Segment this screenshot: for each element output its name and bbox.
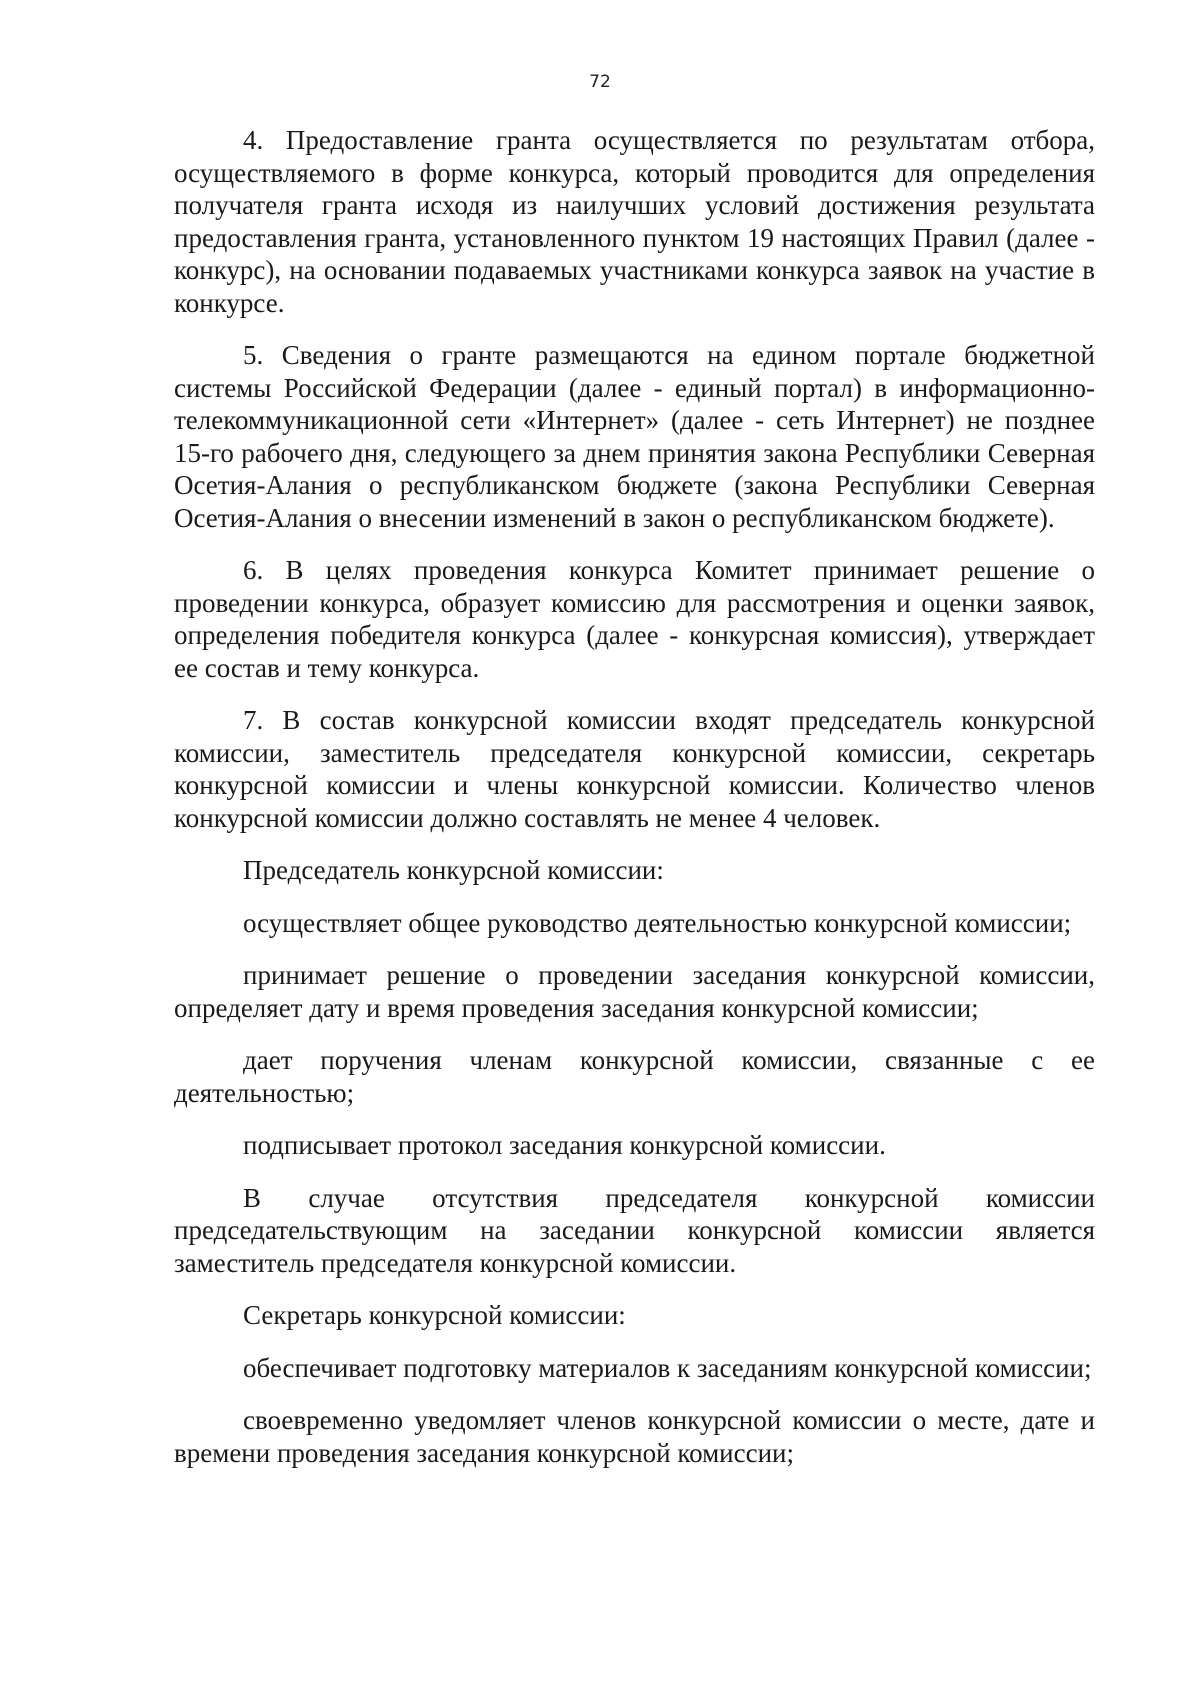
paragraph-5-grant-information: 5. Сведения о гранте размещаются на едином портале бюджетной системы Российской Федерации (далее - единый портал) в информационно-телекоммуникационной сети «Интернет» (далее - сеть Интернет) не позднее 15-го рабочего дня, следующего за днем принятия закона Республики Северная Осетия-Алания о республиканском бюджете (закона Республики Северная Осетия-Алания о внесении изменений в закон о республиканском бюджете).	[174, 340, 1095, 533]
paragraph-chairman-duty-4: подписывает протокол заседания конкурсной комиссии.	[243, 1130, 886, 1160]
paragraph-6-competition-conduct: 6. В целях проведения конкурса Комитет принимает решение о проведении конкурса, образует комиссию для рассмотрения и оценки заявок, определения победителя конкурса (далее - конкурсная комиссия), утверждает ее состав и тему конкурса.	[174, 555, 1095, 683]
paragraph-chairman-duty-1: осуществляет общее руководство деятельностью конкурсной комиссии;	[243, 907, 1072, 938]
paragraph-chairman-absence: В случае отсутствия председателя конкурсной комиссии председательствующим на заседании конкурсной комиссии является заместитель председателя конкурсной комиссии.	[174, 1182, 1095, 1278]
paragraph-secretary-duty-2: своевременно уведомляет членов конкурсной комиссии о месте, дате и времени проведения заседания конкурсной комиссии;	[174, 1405, 1095, 1468]
paragraph-chairman-duty-3: дает поручения членам конкурсной комиссии, связанные с ее деятельностью;	[174, 1045, 1095, 1108]
paragraph-7-commission-composition: 7. В состав конкурсной комиссии входят председатель конкурсной комиссии, заместитель председателя конкурсной комиссии, секретарь конкурсной комиссии и члены конкурсной комиссии. Количество членов конкурсной комиссии должно составлять не менее 4 человек.	[174, 705, 1095, 833]
paragraph-chairman-duty-2: принимает решение о проведении заседания конкурсной комиссии, определяет дату и время проведения заседания конкурсной комиссии;	[174, 960, 1095, 1023]
document-body	[174, 124, 1095, 1469]
paragraph-4-grant-provision: 4. Предоставление гранта осуществляется по результатам отбора, осуществляемого в форме конкурса, который проводится для определения получателя гранта исходя из наилучших условий достижения результата предоставления гранта, установленного пунктом 19 настоящих Правил (далее - конкурс), на основании подаваемых участниками конкурса заявок на участие в конкурсе.	[174, 125, 1095, 318]
page-number: 72	[589, 72, 611, 92]
paragraph-secretary-heading: Секретарь конкурсной комиссии:	[243, 1300, 626, 1330]
paragraph-chairman-heading: Председатель конкурсной комиссии:	[243, 855, 664, 885]
paragraph-secretary-duty-1: обеспечивает подготовку материалов к заседаниям конкурсной комиссии;	[243, 1352, 1092, 1383]
